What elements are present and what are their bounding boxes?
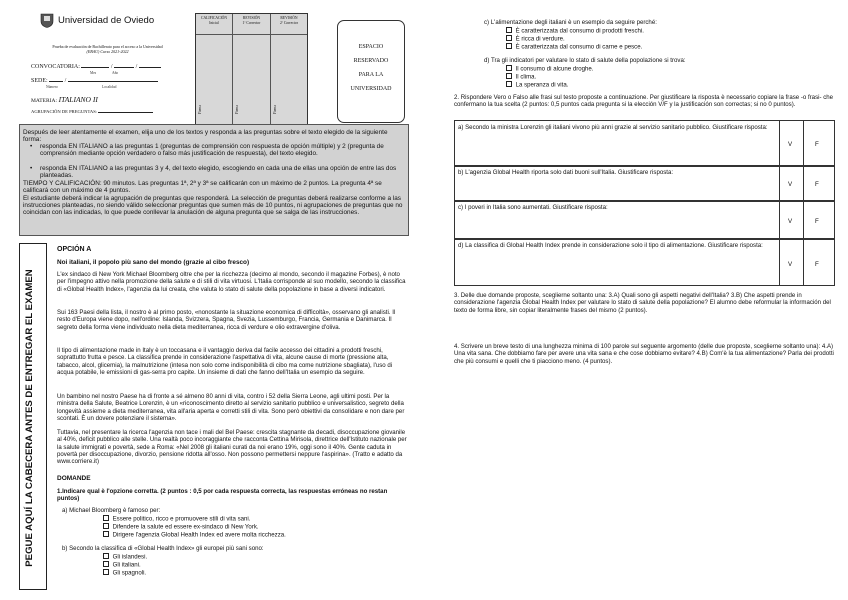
q1c-stem: c) L'alimentazione degli italiani è un esempio da seguire perché: [484,19,657,26]
q1d-option[interactable]: Il clima. [506,73,536,81]
q1b-stem: b) Secondo la classifica di «Global Health Index» gli europei più sani sono: [62,545,264,552]
question-1: 1.Indicare qual è l'opzione corretta. (2 puntos : 0,5 por cada respuesta correcta, las respuestas erróneas no restan puntos) [57,488,388,503]
vf-statement: d) La classifica di Global Health Index prende in considerazione solo il tipo di alimentazione. Giustificare risposta: [458,242,763,249]
vf-row-a[interactable] [454,120,835,167]
checkbox-icon[interactable] [506,73,512,79]
instructions-bullet-1: responda EN ITALIANO a las preguntas 1 (preguntas de comprensión con respuesta de opción múltiple) y 2 (pregunta de comprensión mediante opción verdadero o falso más justificación de respuesta), del texto elegido. [40,143,384,158]
sede-field[interactable]: SEDE: / [31,78,158,84]
q1c-option[interactable]: È ricca di verdure. [506,35,565,43]
sede-label: SEDE: [31,78,48,84]
vf-row-c[interactable] [454,200,835,240]
q1a-option[interactable]: Difendere la salute ed essere ex-sindaco di New York. [103,523,259,531]
false-option[interactable]: F [815,181,819,188]
firma-label: Firma [198,104,202,114]
vf-statement: c) I poveri in Italia sono aumentati. Giustificare risposta: [458,204,608,211]
agrupacion-field[interactable] [31,109,153,114]
convocatoria-label: CONVOCATORIA: [31,64,80,70]
true-option[interactable]: V [788,181,793,188]
q1d-option[interactable]: Il consumo di alcune droghe. [506,65,594,73]
question-3: 3. Delle due domande proposte, sceglierne soltanto una: 3.A) Quali sono gli aspetti negativi dell'Italia? 3.B) Che aspetti prende in considerazione l'agenzia Global Health Index per valutare lo stato di salute della popolazione? El alumno debe reformular la información del texto de forma libre, sin copiar literalmente frases del mismo (2 puntos). [454,292,831,314]
checkbox-icon[interactable] [103,553,109,559]
q1b-option[interactable]: Gli italiani. [103,561,141,569]
reserved-space: ESPACIO RESERVADO PARA LA UNIVERSIDAD [337,20,405,123]
score-col-calificacion: CALIFICACIÓN Inicial [200,16,228,25]
checkbox-icon[interactable] [103,569,109,575]
checkbox-icon[interactable] [103,531,109,537]
true-option[interactable]: V [788,218,793,225]
article-p1: L'ex sindaco di New York Michael Bloomberg oltre che per la ricchezza (decimo al mondo, secondo il magazine Forbes), è noto per l'impegno attivo nella promozione della salute e di stili di vita virtuosi. L'Italia corrisponde al suo modello, secondo la classifica di «Global Health Index», l'agenzia da lui creata, che valuta lo stato di salute della popolazione in base a diversi indicatori. [57,271,406,293]
true-option[interactable]: V [788,141,793,148]
article-p4: Un bambino nel nostro Paese ha di fronte a sé almeno 80 anni di vita, contro i 52 della Sierra Leone, agli ultimi posti. Per la ministra della Salute, Beatrice Lorenzin, è un «riconoscimento diretto al servizio sanitario pubblico e universalistico, segreto della longevità assieme a dieta mediterranea, vita all'aria aperta e corretti stili di vita. Sono però obiettivi da consolidare e non dare per scontati. È un dovere potenziare il sistema». [57,393,405,422]
instructions-box [19,124,409,236]
sede-localidad-label: Localidad [102,85,117,89]
domande-heading: DOMANDE [57,475,91,482]
score-col-revision-2: REVISIÓN 2º Corrector [279,16,299,25]
checkbox-icon[interactable] [506,65,512,71]
checkbox-icon[interactable] [103,561,109,567]
q1b-option[interactable]: Gli spagnoli. [103,569,146,577]
q1c-option[interactable]: È caratterizzata dal consumo di carne e pesce. [506,43,642,51]
instructions-bullet-2: responda EN ITALIANO a las preguntas 3 y 4, del texto elegido, escogiendo en cada una de ellas una opción de entre las dos planteadas. [40,165,397,180]
score-table [195,13,308,125]
firma-label: Firma [273,104,277,114]
article-p2: Sui 163 Paesi della lista, il nostro è al primo posto, «nonostante la situazione economica di difficoltà», osservano gli analisti. Il resto d'Europa viene dopo, nell'ordine: Islanda, Svizzera, Spagna, Svezia, Lussemburgo, Francia, Germania e Danimarca. Il segreto della forma viene individuato nella dieta mediterranea, ricca di verdure e olio extravergine d'oliva. [57,309,396,331]
q1a-stem: a) Michael Bloomberg è famoso per: [62,507,161,514]
vf-row-b[interactable] [454,165,835,202]
sede-numero-label: Número [46,85,58,89]
score-col-revision-1: REVISIÓN 1º Corrector [242,16,261,25]
bullet-dot: • [30,143,33,150]
question-4: 4. Scrivere un breve testo di una lunghezza minima di 100 parole sul seguente argomento (delle due proposte, sceglierne soltanto una): 4.A) Una vita sana. Che dobbiamo fare per avere una vita sana e che cose dobbiamo evitare? 4.B) Com'è la tua alimentazione? Parla dei prodotti che più consumi e quelli che ti piacciono meno. (4 puntos). [454,343,834,365]
checkbox-icon[interactable] [506,27,512,33]
q1a-option[interactable]: Essere politico, ricco e promuovere stili di vita sani. [103,515,250,523]
question-2: 2. Rispondere Vero o Falso alle frasi sul testo proposte a continuazione. Per giustificare la risposta è necessario copiare la frase -o frasi- che confermano la tua scelta (2 puntos: 0,5 puntos cada pregunta si la elección V/F y la justificación son correctas; si no 0 puntos). [454,94,834,109]
q1b-option[interactable]: Gli islandesi. [103,553,147,561]
false-option[interactable]: F [815,218,819,225]
article-p3: Il tipo di alimentazione made in Italy è un toccasana e il vantaggio deriva dal facile accesso dei cittadini a prodotti freschi, soprattutto frutta e pesce. La classifica prende in considerazione l'aspettativa di vita, alcune cause di morte (pressione alta, tabacco, alcol, glicemia), la malnutrizione (intesa non solo come indisponibilità di cibo ma come nutrizione sbagliata), l'uso di acqua potabile, le emissioni di gas-serra pro capite. Un insieme di dati che fanno dell'Italia un esempio da seguire. [57,347,393,376]
q1d-option[interactable]: La speranza di vita. [506,81,568,89]
header-paste-area [19,243,47,590]
materia-value: ITALIANO II [58,95,98,104]
false-option[interactable]: F [815,261,819,268]
instructions-intro: Después de leer atentamente el examen, elija uno de los textos y responda a las preguntas sobre el texto elegido de la siguiente forma: [23,129,388,144]
conv-mes-label: Mes [90,71,97,75]
materia-row: MATERIA: ITALIANO II [31,95,98,104]
checkbox-icon[interactable] [506,43,512,49]
q1c-option[interactable]: È caratterizzata dal consumo di prodotti freschi. [506,27,644,35]
instructions-agrupacion: El estudiante deberá indicar la agrupación de preguntas que responderá. La selección de preguntas deberá realizarse conforme a las instrucciones planteadas, no siendo válido seleccionar preguntas que sumen más de 10 puntos, ni agrupaciones de preguntas que no coincidan con las indicadas, lo que puede conllevar la anulación de alguna pregunta que se salga de las instrucciones. [23,195,403,217]
article-title: Noi italiani, il popolo più sano del mondo (grazie al cibo fresco) [57,259,250,266]
checkbox-icon[interactable] [103,515,109,521]
true-option[interactable]: V [788,261,793,268]
checkbox-icon[interactable] [103,523,109,529]
vf-statement: a) Secondo la ministra Lorenzin gli italiani vivono più anni grazie al servizio sanitario pubblico. Giustificare risposta: [458,124,768,131]
university-name: Universidad de Oviedo [58,15,155,26]
checkbox-icon[interactable] [506,35,512,41]
false-option[interactable]: F [815,141,819,148]
side-banner-text: PEGUE AQUÍ LA CABECERA ANTES DE ENTREGAR EL EXAMEN [24,269,35,567]
exam-title: Prueba de evaluación de Bachillerato para el acceso a la Universidad (EBAU) Curso 2021-2022 [52,44,163,54]
firma-label: Firma [235,104,239,114]
article-p5: Tuttavia, nel presentare la ricerca l'agenzia non tace i mali del Bel Paese: crescita stagnante da decadi, disoccupazione giovanile al 40%, deficit pubblico alle stelle. Una realtà poco incoraggiante che racconta Cettina Mirisola, direttrice dell'Istituto nazionale per la salute immigrati e povertà, sede a Roma: «Nel 2008 gli italiani curati da noi erano 19%, oggi sono il 40%. Gente caduta in povertà per disoccupazione, divorzio, pensione ridotta all'osso. Non possono permettersi neppure l'aspirina». (Tratto e adatto da www.corriere.it) [57,429,407,466]
q1d-stem: d) Tra gli indicatori per valutare lo stato di salute della popolazione si trova: [484,57,686,64]
checkbox-icon[interactable] [506,81,512,87]
vf-statement: b) L'agenzia Global Health riporta solo dati buoni sull'Italia. Giustificare risposta: [458,169,674,176]
vf-row-d[interactable] [454,238,835,286]
option-heading: OPCIÓN A [57,246,92,253]
instructions-tiempo: TIEMPO Y CALIFICACIÓN: 90 minutos. Las preguntas 1ª, 2ª y 3ª se calificarán con un máximo de 2 puntos. La pregunta 4ª se calificará con un máximo de 4 puntos. [23,180,382,195]
agrupacion-label: AGRUPACIÓN DE PREGUNTAS: [31,109,98,114]
university-crest-icon [40,13,54,28]
bullet-dot: • [30,165,33,172]
convocatoria-field[interactable]: CONVOCATORIA: / / [31,64,161,70]
q1a-option[interactable]: Dirigere l'agenzia Global Health Index ed avere molta ricchezza. [103,531,286,539]
conv-ano-label: Año [112,71,119,75]
